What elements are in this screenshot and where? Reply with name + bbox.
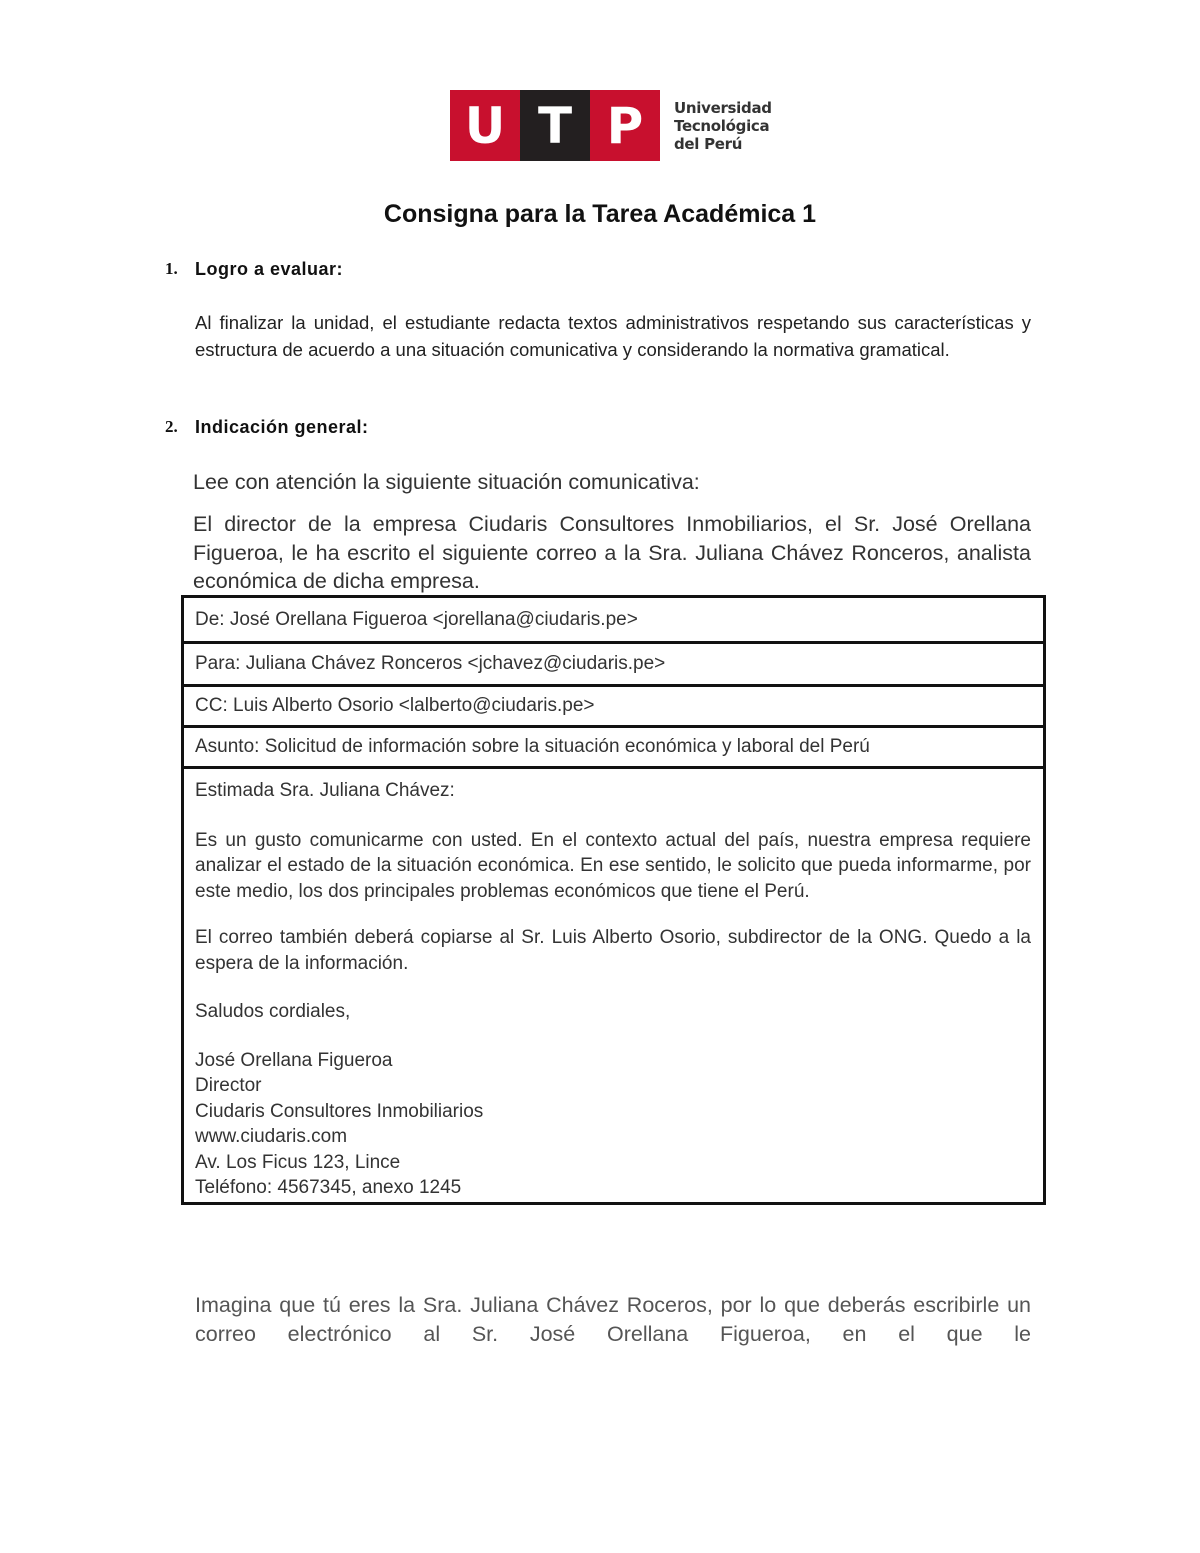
logo-letter-p: P <box>590 90 660 161</box>
email-signature <box>195 1048 1031 1201</box>
section-number: 1. <box>165 259 178 278</box>
section-1-heading <box>165 259 343 280</box>
signature-line: Director <box>195 1075 262 1096</box>
email-subject: Asunto: Solicitud de información sobre la situación económica y laboral del Perú <box>184 728 1043 769</box>
learning-goal-text: Al finalizar la unidad, el estudiante redacta textos administrativos respetando sus características y estructura de acuerdo a una situación comunicativa y considerando la normativa gramatical. <box>195 312 1031 360</box>
email-greeting: Estimada Sra. Juliana Chávez: <box>195 780 455 801</box>
logo-letter-u: U <box>450 90 520 161</box>
final-instruction-text: Imagina que tú eres la Sra. Juliana Chávez Roceros, por lo que deberás escribirle un correo electrónico al Sr. José Orellana Figueroa, en el que le <box>195 1293 1031 1346</box>
utp-logo <box>450 90 772 161</box>
signature-line: Teléfono: 4567345, anexo 1245 <box>195 1177 462 1198</box>
email-box <box>181 595 1046 1205</box>
email-body <box>195 778 1031 1201</box>
section-2-heading <box>165 417 369 438</box>
email-from: De: José Orellana Figueroa <jorellana@ciudaris.pe> <box>184 598 1043 644</box>
logo-letter-t: T <box>520 90 590 161</box>
logo-name-line: Universidad <box>674 99 772 117</box>
section-number: 2. <box>165 417 178 436</box>
intro-text: Lee con atención la siguiente situación comunicativa: <box>193 470 700 494</box>
email-closing: Saludos cordiales, <box>195 1001 351 1022</box>
signature-line: Av. Los Ficus 123, Lince <box>195 1151 401 1173</box>
section-label: Logro a evaluar: <box>195 259 344 279</box>
email-paragraph: El correo también deberá copiarse al Sr. Luis Alberto Osorio, subdirector de la ONG. Quedo a la espera de la información. <box>195 927 1031 974</box>
logo-name-line: Tecnológica <box>674 117 770 135</box>
context-text: El director de la empresa Ciudaris Consultores Inmobiliarios, el Sr. José Orellana Figueroa, le ha escrito el siguiente correo a la Sra. Juliana Chávez Ronceros, analista económica de dicha empresa. <box>193 512 1031 593</box>
email-paragraph: Es un gusto comunicarme con usted. En el contexto actual del país, nuestra empresa requiere analizar el estado de la situación económica. En ese sentido, le solicito que pueda informarme, por este medio, los dos principales problemas económicos que tiene el Perú. <box>195 829 1031 902</box>
signature-line: Ciudaris Consultores Inmobiliarios <box>195 1100 484 1122</box>
logo-name-line: del Perú <box>674 135 743 153</box>
email-to: Para: Juliana Chávez Ronceros <jchavez@ciudaris.pe> <box>184 644 1043 687</box>
page-title: Consigna para la Tarea Académica 1 <box>383 200 817 228</box>
signature-line: www.ciudaris.com <box>195 1126 348 1147</box>
logo-university-name <box>674 90 772 161</box>
signature-line: José Orellana Figueroa <box>195 1049 393 1071</box>
email-cc: CC: Luis Alberto Osorio <lalberto@ciudaris.pe> <box>184 687 1043 728</box>
section-label: Indicación general: <box>195 417 369 437</box>
